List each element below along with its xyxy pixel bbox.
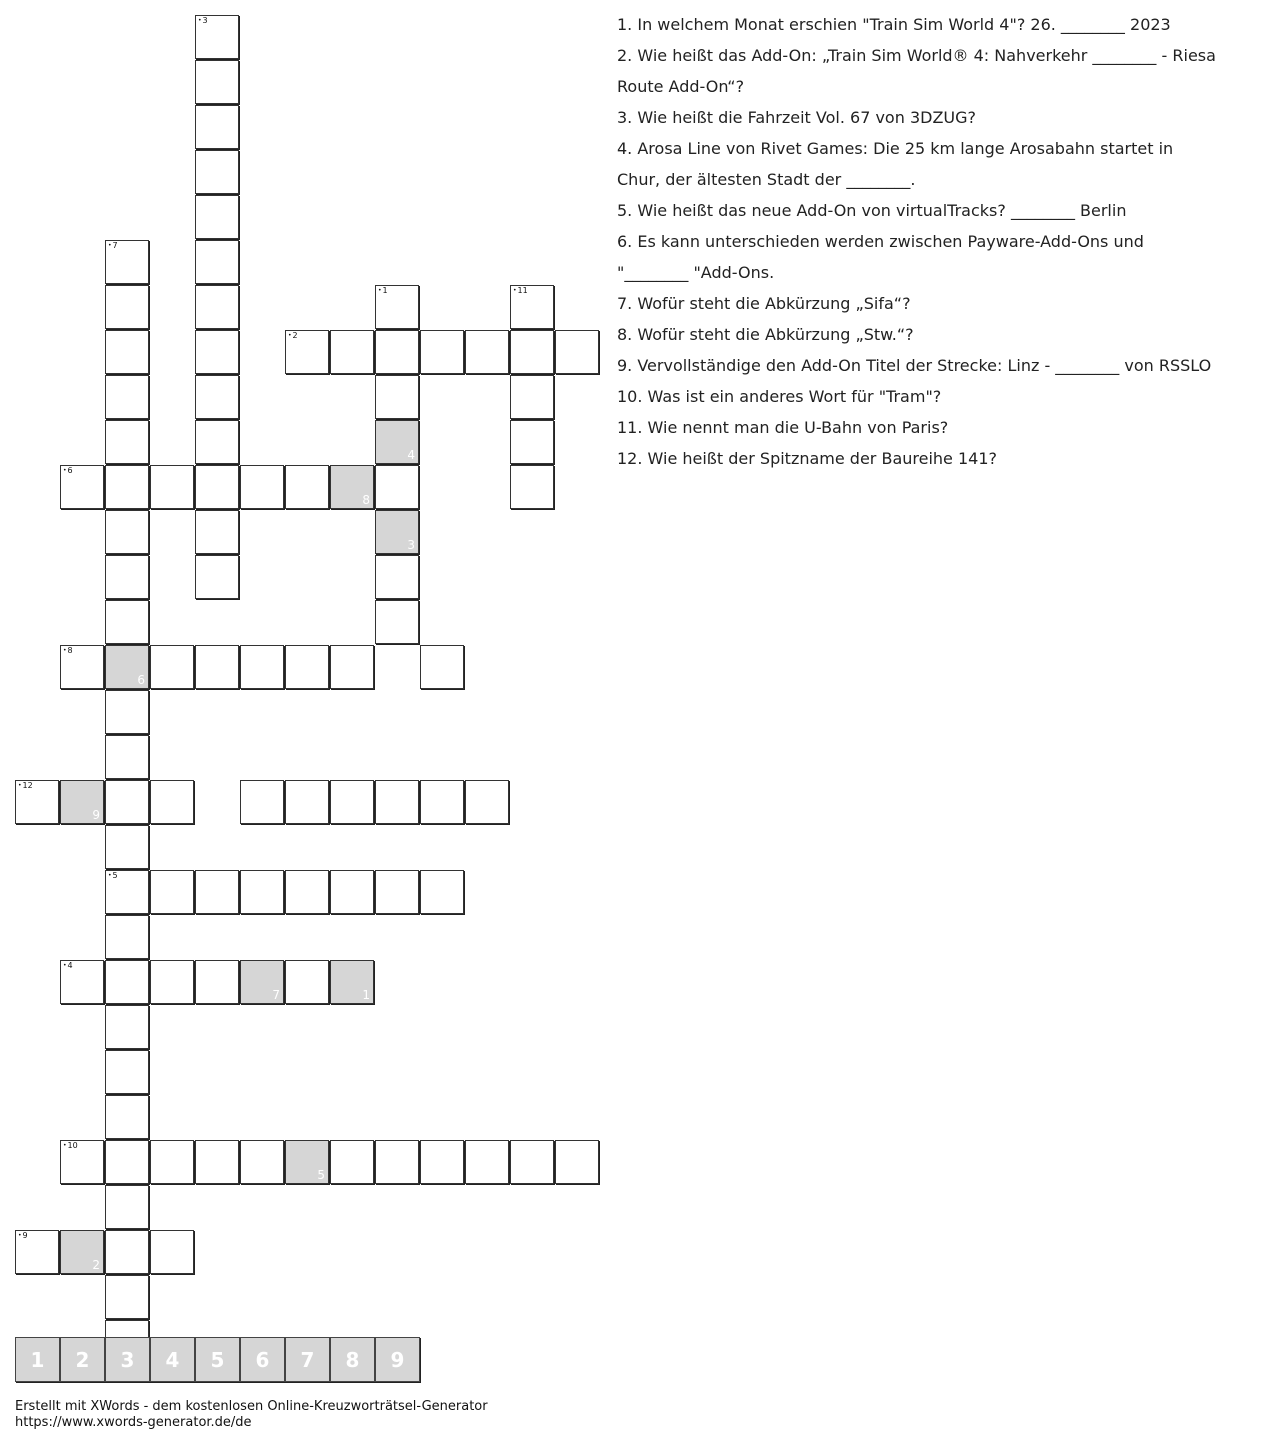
clue-4: 4. Arosa Line von Rivet Games: Die 25 km lange Arosabahn startet in Chur, der ältesten Stadt der ________. [617,139,1174,189]
clue-10: 10. Was ist ein anderes Wort für "Tram"? [617,387,942,406]
grid-cell[interactable] [375,1140,419,1184]
grid-cell[interactable] [15,780,59,824]
grid-cell[interactable] [150,465,194,509]
grid-cell[interactable] [330,1140,374,1184]
solution-cell[interactable] [330,960,374,1004]
footer [15,1399,488,1431]
grid-cell[interactable] [510,1140,554,1184]
clue-11: 11. Wie nennt man die U-Bahn von Paris? [617,418,949,437]
grid-cell[interactable] [105,1275,149,1319]
clue-number: • 5 [108,871,118,881]
clue-number: • 8 [63,646,73,656]
grid-cell[interactable] [555,1140,599,1184]
grid-cell[interactable] [105,1050,149,1094]
grid-cell[interactable] [105,870,149,914]
footer-credit: Erstellt mit XWords - dem kostenlosen Online-Kreuzworträtsel-Generator [15,1399,488,1414]
grid-cell[interactable] [105,915,149,959]
solution-box[interactable]: 8 [330,1337,375,1382]
solution-cell[interactable] [375,420,419,464]
grid-cell[interactable] [195,510,239,554]
grid-cell[interactable] [195,645,239,689]
grid-cell[interactable] [240,1140,284,1184]
solution-index: 7 [272,988,280,1002]
grid-cell[interactable] [285,870,329,914]
grid-cell[interactable] [330,870,374,914]
grid-cell[interactable] [150,780,194,824]
grid-cell[interactable] [195,195,239,239]
grid-cell[interactable] [105,780,149,824]
solution-index: 6 [137,673,145,687]
solution-box[interactable]: 3 [105,1337,150,1382]
grid-cell[interactable] [285,465,329,509]
grid-cell[interactable] [60,465,104,509]
grid-cell[interactable] [375,285,419,329]
grid-cell[interactable] [105,1140,149,1184]
grid-cell[interactable] [195,1140,239,1184]
grid-cell[interactable] [105,690,149,734]
grid-cell[interactable] [150,1140,194,1184]
grid-cell[interactable] [465,1140,509,1184]
grid-cell[interactable] [105,960,149,1004]
clue-number: • 9 [18,1231,28,1241]
solution-cell[interactable] [60,780,104,824]
grid-cell[interactable] [195,420,239,464]
grid-cell[interactable] [195,870,239,914]
grid-cell[interactable] [510,330,554,374]
grid-cell[interactable] [285,645,329,689]
grid-cell[interactable] [510,285,554,329]
grid-cell[interactable] [105,1095,149,1139]
grid-cell[interactable] [375,870,419,914]
grid-cell[interactable] [15,1230,59,1274]
solution-box[interactable]: 6 [240,1337,285,1382]
grid-cell[interactable] [150,645,194,689]
solution-cell[interactable] [330,465,374,509]
grid-cell[interactable] [330,330,374,374]
solution-index: 4 [407,448,415,462]
clue-number: • 3 [198,16,208,26]
clue-1: 1. In welchem Monat erschien "Train Sim World 4"? 26. ________ 2023 [617,15,1171,34]
grid-cell[interactable] [195,150,239,194]
grid-cell[interactable] [195,60,239,104]
grid-cell[interactable] [420,870,464,914]
grid-cell[interactable] [105,285,149,329]
grid-cell[interactable] [105,1005,149,1049]
clue-number: • 6 [63,466,73,476]
grid-cell[interactable] [105,555,149,599]
grid-cell[interactable] [330,780,374,824]
grid-cell[interactable] [105,1230,149,1274]
grid-cell[interactable] [240,780,284,824]
solution-box[interactable]: 7 [285,1337,330,1382]
solution-cell[interactable] [105,645,149,689]
grid-cell[interactable] [285,960,329,1004]
solution-index: 3 [407,538,415,552]
crossword-grid [0,0,610,1330]
clue-list [617,9,1217,474]
grid-cell[interactable] [195,285,239,329]
solution-box[interactable]: 4 [150,1337,195,1382]
solution-index: 2 [92,1258,100,1272]
solution-index: 9 [92,808,100,822]
grid-cell[interactable] [375,555,419,599]
clue-number: • 10 [63,1141,78,1151]
grid-cell[interactable] [195,330,239,374]
solution-box[interactable]: 5 [195,1337,240,1382]
grid-cell[interactable] [375,330,419,374]
grid-cell[interactable] [285,780,329,824]
clue-number: • 11 [513,286,528,296]
grid-cell[interactable] [510,420,554,464]
grid-cell[interactable] [420,780,464,824]
grid-cell[interactable] [150,960,194,1004]
grid-cell[interactable] [240,465,284,509]
clue-7: 7. Wofür steht die Abkürzung „Sifa“? [617,294,911,313]
grid-cell[interactable] [195,465,239,509]
grid-cell[interactable] [105,1185,149,1229]
grid-cell[interactable] [60,960,104,1004]
solution-cell[interactable] [60,1230,104,1274]
grid-cell[interactable] [195,240,239,284]
grid-cell[interactable] [465,780,509,824]
grid-cell[interactable] [285,330,329,374]
grid-cell[interactable] [330,645,374,689]
solution-index: 1 [362,988,370,1002]
clue-2: 2. Wie heißt das Add-On: „Train Sim World® 4: Nahverkehr ________ - Riesa Route Add-On“? [617,46,1216,96]
clue-number: • 1 [378,286,388,296]
clue-6: 6. Es kann unterschieden werden zwischen Payware-Add-Ons und "________ "Add-Ons. [617,232,1144,282]
grid-cell[interactable] [510,465,554,509]
grid-cell[interactable] [375,600,419,644]
grid-cell[interactable] [555,330,599,374]
solution-box[interactable]: 9 [375,1337,420,1382]
clue-8: 8. Wofür steht die Abkürzung „Stw.“? [617,325,914,344]
grid-cell[interactable] [420,1140,464,1184]
solution-word-row [15,1337,425,1383]
grid-cell[interactable] [105,420,149,464]
solution-cell[interactable] [240,960,284,1004]
grid-cell[interactable] [240,870,284,914]
grid-cell[interactable] [240,645,284,689]
clue-number: • 4 [63,961,73,971]
footer-url: https://www.xwords-generator.de/de [15,1415,252,1430]
grid-cell[interactable] [195,960,239,1004]
grid-cell[interactable] [105,465,149,509]
grid-cell[interactable] [105,510,149,554]
grid-cell[interactable] [375,375,419,419]
clue-3: 3. Wie heißt die Fahrzeit Vol. 67 von 3DZUG? [617,108,976,127]
solution-box[interactable]: 2 [60,1337,105,1382]
grid-cell[interactable] [375,780,419,824]
grid-cell[interactable] [150,1230,194,1274]
grid-cell[interactable] [105,600,149,644]
grid-cell[interactable] [105,735,149,779]
grid-cell[interactable] [195,375,239,419]
grid-cell[interactable] [195,15,239,59]
clue-number: • 7 [108,241,118,251]
grid-cell[interactable] [420,330,464,374]
solution-box[interactable]: 1 [15,1337,60,1382]
grid-cell[interactable] [105,825,149,869]
grid-cell[interactable] [150,870,194,914]
grid-cell[interactable] [105,330,149,374]
clue-9: 9. Vervollständige den Add-On Titel der Strecke: Linz - ________ von RSSLO [617,356,1212,375]
grid-cell[interactable] [375,465,419,509]
clue-12: 12. Wie heißt der Spitzname der Baureihe 141? [617,449,997,468]
solution-cell[interactable] [375,510,419,554]
grid-cell[interactable] [195,105,239,149]
grid-cell[interactable] [195,555,239,599]
grid-cell[interactable] [105,240,149,284]
grid-cell[interactable] [420,645,464,689]
solution-cell[interactable] [285,1140,329,1184]
clue-5: 5. Wie heißt das neue Add-On von virtualTracks? ________ Berlin [617,201,1127,220]
grid-cell[interactable] [465,330,509,374]
grid-cell[interactable] [510,375,554,419]
clue-number: • 12 [18,781,33,791]
solution-index: 8 [362,493,370,507]
clue-number: • 2 [288,331,298,341]
grid-cell[interactable] [60,645,104,689]
grid-cell[interactable] [60,1140,104,1184]
solution-index: 5 [317,1168,325,1182]
grid-cell[interactable] [105,375,149,419]
